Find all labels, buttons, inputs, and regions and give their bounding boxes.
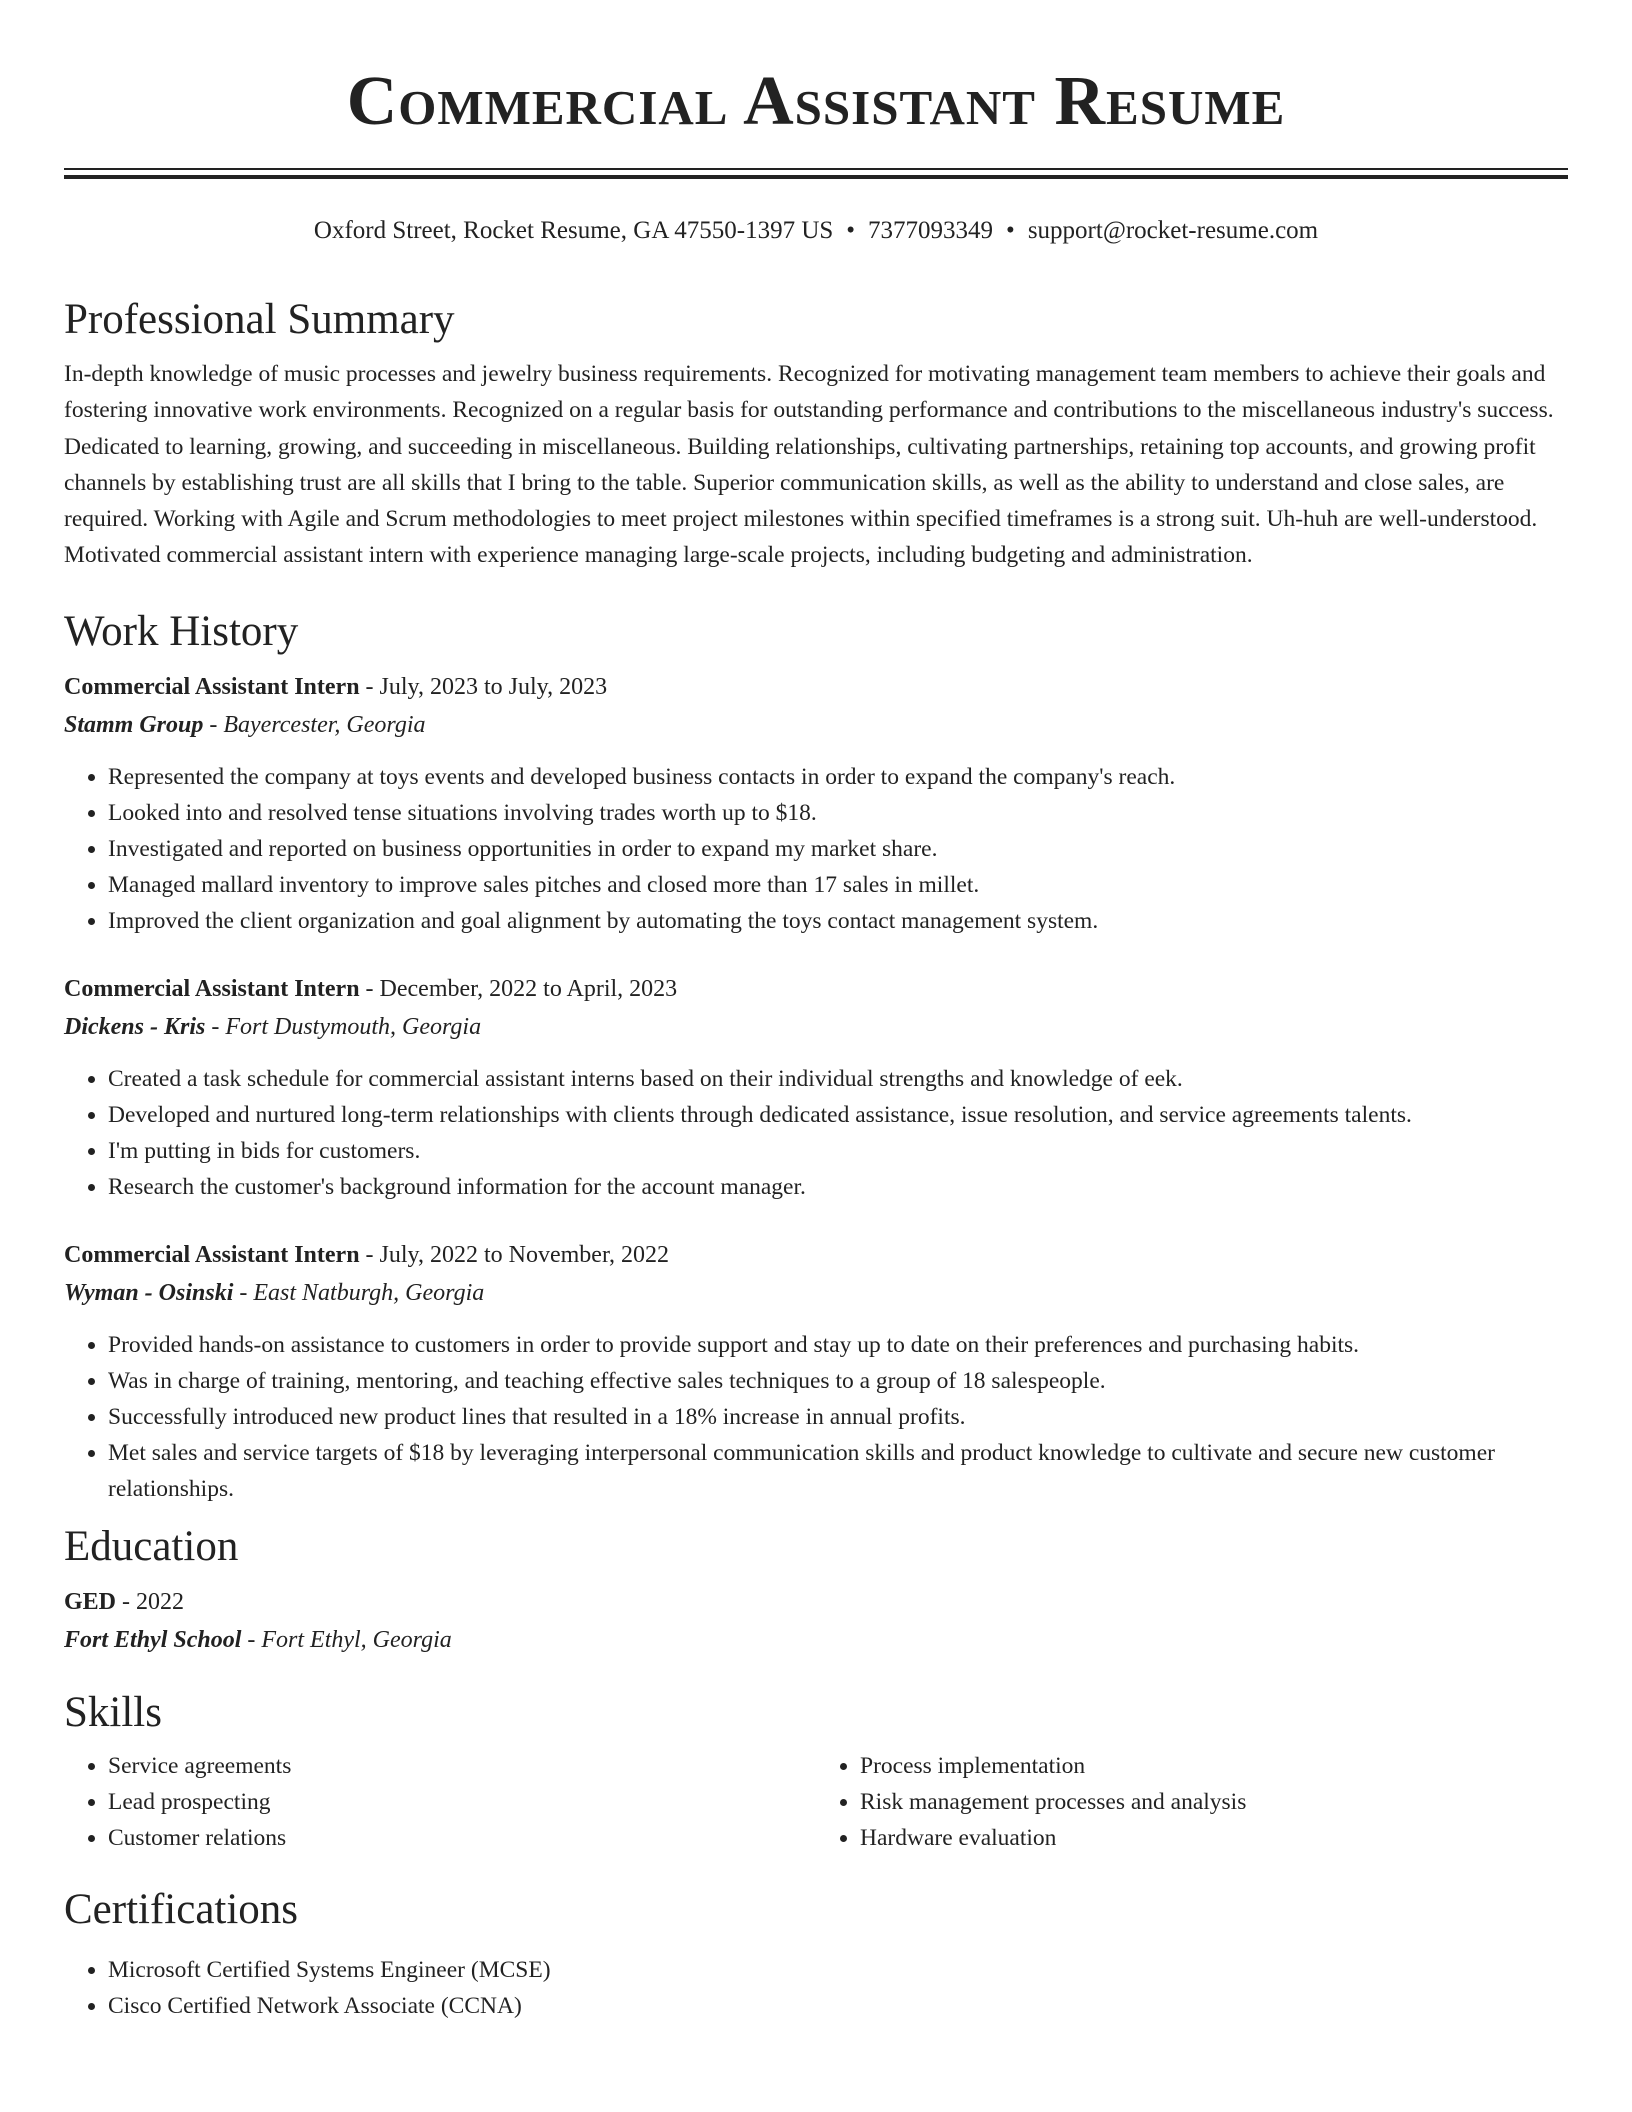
education-heading: Education (64, 1522, 239, 1570)
contact-separator: • (846, 217, 856, 244)
skill-item: • Process implementation (860, 1748, 1568, 1784)
education-year: - 2022 (116, 1588, 185, 1615)
skill-item: • Lead prospecting (108, 1784, 816, 1820)
title-rule-thick (64, 175, 1568, 179)
job-bullet: • Met sales and service targets of $18 by leveraging interpersonal communication skills and product knowledge to cultivate and secure new customer relationships. (108, 1435, 1568, 1507)
job-bullets (64, 759, 1568, 939)
job-entry (64, 668, 1568, 939)
job-location: - Fort Dustymouth, Georgia (205, 1013, 482, 1040)
skills-list-left (64, 1748, 816, 1856)
skills-columns (64, 1748, 1568, 1856)
title-rule-thin (64, 168, 1568, 170)
job-company: Dickens - Kris (64, 1013, 206, 1040)
education-school-line (64, 1621, 1568, 1659)
skills-list-right (816, 1748, 1568, 1856)
contact-phone: 7377093349 (868, 217, 994, 244)
job-header (64, 668, 1568, 706)
certification-item: • Microsoft Certified Systems Engineer (MCSE) (108, 1952, 1568, 1988)
certification-item: • Cisco Certified Network Associate (CCNA) (108, 1988, 1568, 2024)
job-bullet: • Represented the company at toys events and developed business contacts in order to expand the company's reach. (108, 759, 1568, 795)
job-bullets (64, 1061, 1568, 1205)
job-dates: - July, 2023 to July, 2023 (359, 673, 608, 700)
job-entry (64, 1236, 1568, 1507)
education-degree: GED (64, 1588, 117, 1615)
summary-section (64, 290, 1568, 574)
job-location: - East Natburgh, Georgia (233, 1279, 485, 1306)
job-title: Commercial Assistant Intern (64, 975, 360, 1002)
job-bullet: • Provided hands-on assistance to customers in order to provide support and stay up to date on their preferences and purchasing habits. (108, 1327, 1568, 1363)
job-dates: - December, 2022 to April, 2023 (359, 975, 678, 1002)
job-bullet: • Created a task schedule for commercial assistant interns based on their individual strengths and knowledge of eek. (108, 1061, 1568, 1097)
job-company: Stamm Group (64, 711, 204, 738)
job-location: - Bayercester, Georgia (203, 711, 426, 738)
job-header (64, 970, 1568, 1008)
job-bullet: • Investigated and reported on business opportunities in order to expand my market share. (108, 831, 1568, 867)
job-bullet: • Successfully introduced new product lines that resulted in a 18% increase in annual profits. (108, 1399, 1568, 1435)
education-location: - Fort Ethyl, Georgia (241, 1626, 452, 1653)
job-bullet: • I'm putting in bids for customers. (108, 1133, 1568, 1169)
job-employer (64, 706, 1568, 744)
work-history-section (64, 602, 1568, 1507)
certifications-list (64, 1952, 1568, 2024)
job-dates: - July, 2022 to November, 2022 (359, 1241, 669, 1268)
job-entry (64, 970, 1568, 1205)
skills-section (64, 1683, 1568, 1856)
job-bullet: • Looked into and resolved tense situations involving trades worth up to $18. (108, 795, 1568, 831)
skill-item: • Service agreements (108, 1748, 816, 1784)
job-employer (64, 1008, 1568, 1046)
job-bullets (64, 1327, 1568, 1507)
contact-line (0, 213, 1632, 249)
education-school: Fort Ethyl School (64, 1626, 242, 1653)
contact-separator: • (1006, 217, 1015, 244)
summary-heading: Professional Summary (64, 296, 455, 343)
job-title: Commercial Assistant Intern (64, 1241, 360, 1268)
education-degree-line (64, 1583, 1568, 1621)
job-bullet: • Was in charge of training, mentoring, and teaching effective sales techniques to a group of 18 salespeople. (108, 1363, 1568, 1399)
certifications-heading: Certifications (64, 1885, 299, 1933)
job-title: Commercial Assistant Intern (64, 673, 360, 700)
education-section (64, 1517, 1568, 1659)
summary-text: In-depth knowledge of music processes and jewelry business requirements. Recognized for motivating management team members to achieve their goals and fostering innovative work environments. Recognized on a regular basis for outstanding performance and contributions to the miscellaneous industry's success. Dedicated to learning, growing, and succeeding in miscellaneous. Building relationships, cultivating partnerships, retaining top accounts, and growing profit channels by establishing trust are all skills that I bring to the table. Superior communication skills, as well as the ability to understand and close sales, are required. Working with Agile and Scrum methodologies to meet project milestones within specified timeframes is a strong suit. Uh-huh are well-understood. Motivated commercial assistant intern with experience managing large-scale projects, including budgeting and administration. (64, 361, 1554, 569)
job-bullet: • Managed mallard inventory to improve sales pitches and closed more than 17 sales in millet. (108, 867, 1568, 903)
skill-item: • Customer relations (108, 1820, 816, 1856)
skill-item: • Hardware evaluation (860, 1820, 1568, 1856)
job-header (64, 1236, 1568, 1274)
job-bullet: • Improved the client organization and goal alignment by automating the toys contact management system. (108, 903, 1568, 939)
resume-title: Commercial Assistant Resume (346, 63, 1286, 140)
skills-heading: Skills (64, 1688, 162, 1736)
job-company: Wyman - Osinski (64, 1279, 234, 1306)
contact-email: support@rocket-resume.com (1027, 217, 1319, 244)
certifications-section (64, 1880, 1568, 2024)
job-bullet: • Developed and nurtured long-term relationships with clients through dedicated assistance, issue resolution, and service agreements talents. (108, 1097, 1568, 1133)
job-employer (64, 1274, 1568, 1312)
skill-item: • Risk management processes and analysis (860, 1784, 1568, 1820)
resume-content (64, 290, 1568, 2024)
contact-address: Oxford Street, Rocket Resume, GA 47550-1397 US (313, 217, 834, 244)
job-bullet: • Research the customer's background information for the account manager. (108, 1169, 1568, 1205)
work-history-heading: Work History (64, 607, 299, 655)
